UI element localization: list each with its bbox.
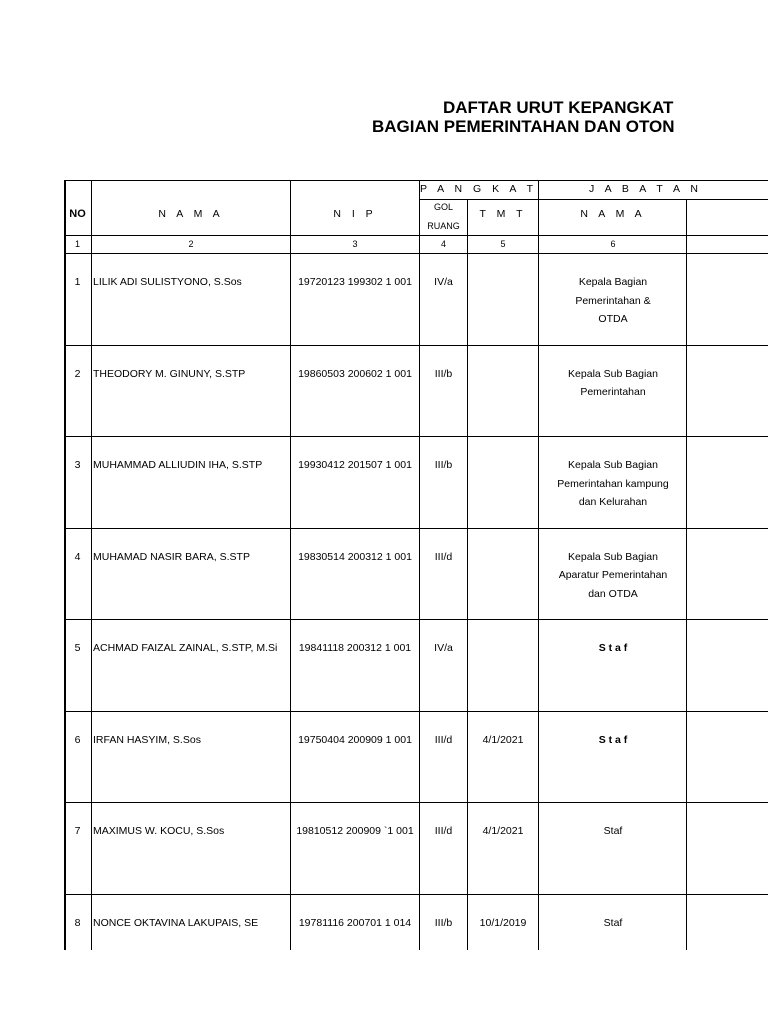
grid-line-horizontal [64, 802, 768, 803]
employee-name: IRFAN HASYIM, S.Sos [93, 733, 201, 746]
header-jabatan-nama: N A M A [580, 208, 646, 220]
row-number: 2 [74, 367, 81, 380]
employee-jabatan [539, 914, 687, 933]
grid-line-horizontal [64, 528, 768, 529]
header-nip: N I P [333, 208, 377, 220]
grid-line-horizontal [419, 199, 768, 200]
employee-jabatan [539, 731, 687, 750]
jabatan-line: Kepala Bagian [578, 276, 648, 288]
jabatan-line: Pemerintahan kampung [557, 477, 669, 490]
employee-name: ACHMAD FAIZAL ZAINAL, S.STP, M.Si [93, 642, 278, 654]
employee-name: THEODORY M. GINUNY, S.STP [93, 367, 246, 380]
jabatan-line: Kepala Sub Bagian [568, 550, 658, 563]
grid-line-horizontal [64, 253, 768, 254]
employee-nip: 19720123 199302 1 001 [298, 276, 412, 288]
header-nama: N A M A [158, 208, 224, 220]
employee-nip: 19860503 200602 1 001 [298, 367, 412, 380]
employee-gol: III/d [434, 825, 453, 837]
row-number: 3 [74, 459, 81, 471]
employee-nip: 19841118 200312 1 001 [298, 642, 412, 654]
grid-line-horizontal [64, 711, 768, 712]
grid-line-vertical [538, 180, 539, 950]
grid-line-vertical [686, 199, 687, 950]
grid-line-horizontal [64, 436, 768, 437]
employee-name: MAXIMUS W. KOCU, S.Sos [93, 825, 225, 837]
employee-name: LILIK ADI SULISTYONO, S.Sos [93, 276, 242, 288]
column-number: 2 [188, 239, 194, 249]
jabatan-line: Kepala Sub Bagian [568, 459, 658, 471]
jabatan-line: Staf [603, 916, 623, 929]
employee-jabatan [539, 456, 687, 512]
employee-name: MUHAMAD NASIR BARA, S.STP [93, 550, 250, 563]
grid-line-horizontal [64, 619, 768, 620]
header-ruang: RUANG [427, 221, 460, 231]
jabatan-line: Staf [603, 825, 623, 837]
grid-line-vertical [419, 180, 420, 950]
column-number: 6 [610, 239, 616, 249]
jabatan-line: dan OTDA [588, 587, 638, 600]
employee-gol: IV/a [434, 642, 453, 654]
employee-gol: III/b [434, 367, 453, 380]
row-number: 6 [74, 733, 81, 746]
grid-line-vertical [467, 199, 468, 950]
row-number: 8 [74, 916, 81, 929]
jabatan-line: Pemerintahan [580, 386, 646, 398]
column-number: 4 [440, 239, 446, 249]
employee-gol: IV/a [434, 276, 453, 288]
jabatan-line: Aparatur Pemerintahan [558, 569, 668, 581]
grid-line-horizontal [64, 345, 768, 346]
employee-name: MUHAMMAD ALLIUDIN IHA, S.STP [93, 459, 263, 471]
employee-tmt: 4/1/2021 [482, 825, 524, 837]
grid-line-horizontal [64, 894, 768, 895]
employee-nip: 19930412 201507 1 001 [298, 459, 412, 471]
grid-line-vertical [64, 180, 66, 950]
employee-name: NONCE OKTAVINA LAKUPAIS, SE [93, 916, 259, 929]
row-number: 7 [74, 825, 81, 837]
row-number: 4 [74, 550, 81, 563]
document-title-line1: DAFTAR URUT KEPANGKAT [443, 98, 674, 117]
header-jabatan: J A B A T A N [589, 183, 702, 195]
row-number: 5 [74, 642, 81, 654]
row-number: 1 [74, 276, 81, 288]
column-number: 5 [500, 239, 506, 249]
employee-gol: III/d [434, 550, 453, 563]
column-number: 3 [352, 239, 358, 249]
employee-nip: 19830514 200312 1 001 [298, 550, 412, 563]
header-pangkat: P A N G K A T [420, 183, 537, 195]
employee-tmt: 10/1/2019 [479, 916, 527, 929]
employee-jabatan [539, 548, 687, 604]
employee-tmt: 4/1/2021 [482, 733, 524, 746]
employee-gol: III/b [434, 916, 453, 929]
grid-line-horizontal [64, 180, 768, 181]
document-title-line2: BAGIAN PEMERINTAHAN DAN OTON [372, 117, 675, 136]
employee-table [64, 180, 768, 950]
employee-jabatan [539, 365, 687, 402]
employee-nip: 19750404 200909 1 001 [298, 733, 412, 746]
header-no: NO [69, 208, 86, 220]
employee-nip: 19781116 200701 1 014 [298, 916, 412, 929]
employee-gol: III/d [434, 733, 453, 746]
employee-jabatan [539, 273, 687, 329]
header-tmt: T M T [479, 208, 527, 220]
grid-line-horizontal [64, 235, 768, 236]
jabatan-line: S t a f [598, 733, 628, 746]
jabatan-line: S t a f [598, 642, 628, 654]
employee-gol: III/b [434, 459, 453, 471]
header-gol: GOL [433, 202, 453, 212]
employee-nip: 19810512 200909 `1 001 [296, 825, 414, 837]
grid-line-vertical [290, 180, 291, 950]
grid-line-vertical [91, 180, 92, 950]
jabatan-line: dan Kelurahan [578, 496, 648, 508]
employee-jabatan [539, 639, 687, 658]
jabatan-line: Pemerintahan & [575, 294, 651, 307]
employee-jabatan [539, 822, 687, 841]
jabatan-line: OTDA [598, 313, 628, 325]
jabatan-line: Kepala Sub Bagian [568, 367, 658, 380]
column-number: 1 [74, 239, 80, 249]
